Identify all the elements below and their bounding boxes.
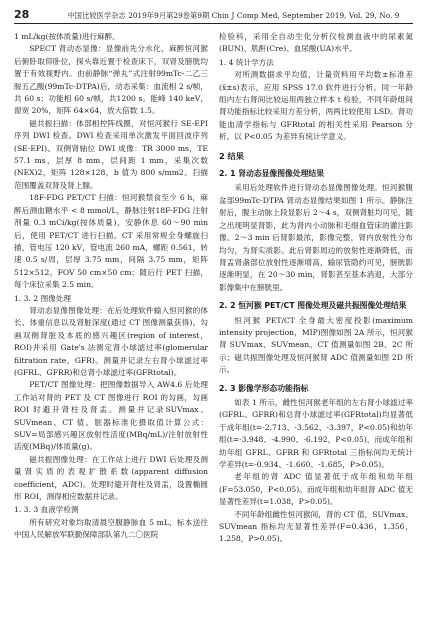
- paragraph: 采用后处理软件进行肾动态显像图像处理。恒河猴腹盆部99mTc-DTPA 肾动态显像结果如图 1 所示。静脉注射后，腹主动脉上段显影后 2～4 s，双侧肾脏均可见，随之出现明显肾影，此为肾内小动脉和毛细血管床的灌注影像。2～3 min 后肾影最浓，影像完整，肾内放射性分布均匀，为肾实质影。此后肾影周边的放射性逐渐降低，而肾盂肾盏部位放射性逐渐增高，输尿管隐约可见，膀胱影逐渐明显，在 20～30 min，肾影甚至基本消退，大部分影像集中在膀胱里。: [219, 183, 413, 292]
- page-header: [14, 8, 413, 24]
- paragraph: SPECT 肾动态显像：显像前先分水化，麻醉恒河猴后俯卧取仰卧位，探头靠近置于检查床下，双肾及膀胱均置于有效视野内。由前静脉“弹丸”式注射99mTc-二乙三胺五乙酸(99mTc-DTPA)后，动态采集：血流相 2 s/帧，共 60 s；功能相 60 s/帧，共1200 s。能峰 140 keV，窗宽 20%，矩阵 64×64，放大倍数 1.5。: [14, 44, 208, 116]
- paragraph: 1 mL/kg(按体质量)进行麻醉。: [14, 32, 120, 41]
- subsection-heading: 2. 3 影像学形态功能指标: [219, 383, 309, 393]
- paragraph: 老年组的肾 ADC 值显著低于成年组和幼年组(F=53.050，P<0.05)。而成年组和幼年组肾 ADC 值无显著性差异(t=1.038，P>0.05)。: [219, 472, 413, 507]
- subsubsection-heading: 1. 3. 3 血液学检测: [14, 505, 79, 515]
- paragraph: PET/CT 图像处理：把图像数据导入 AW4.6 后处理工作站对肾的 PET 及 CT 图像进行 ROI 的勾画，勾画 ROI 时避开肾柱及肾盂。测量并记录SUVmax、SUVmean、CT 值。脏器标准化摄取值计算公式：SUV=局部感兴趣区放射性活度(MBq/mL)/注射放射性活度(MBq)/体质量(g)。: [14, 380, 208, 452]
- right-column: [219, 31, 413, 546]
- paragraph: 肾动态显像图像处理：在后处理软件输入恒河猴的体长、体重信息以及肾脏深度(通过 CT 图像测量获得)，勾画双侧肾脏及本底的感兴趣区(region of interest，ROI)并采用 Gate's 法测定肾小球滤过率(glomerular filtration rate，GFR)。测量并记录左右肾小球滤过率(GFRL、GFRR)和总肾小球滤过率(GFRtotal)。: [14, 305, 208, 377]
- left-column: [14, 31, 208, 542]
- page-number: 28: [14, 8, 30, 21]
- paragraph: 所有研究对象均取清晨空腹静脉血 5 mL，标本送往中国人民解放军联勤保障部队第九二〇医院: [14, 517, 208, 540]
- paragraph: 如表 1 所示，雌性恒河猴老年组的左右肾小球滤过率(GFRL、GFRR)和总肾小球滤过率(GFRtotal)均显著低于成年组(t=-2.713、-3.562、-3.397，P<0.05)和幼年组(t=-3.948、-4.990、-6.192，P<0.05)，而成年组和幼年组 GFRL、GFRR 和 GFRtotal 三指标间均无统计学差异(t=-0.934、-1.660、-1.685，P>0.05)。: [219, 397, 413, 469]
- paragraph: 磁共振图像处理：在工作站上进行 DWI 后处理及测量肾实质的表观扩散系数(apparent diffusion coefficient，ADC)。处理时避开肾柱及肾盂，设置椭圆形 ROI，测得相应数据并记录。: [14, 454, 208, 502]
- subsubsection-heading: 1. 3. 2 图像处理: [14, 293, 71, 303]
- paragraph: 对所测数据求平均值，计量资料用平均数±标准差(x̄±s)表示，应用 SPSS 17.0 软件进行分析。同一年龄组内左右肾间比较运用两独立样本 t 检验，不同年龄组间肾功能指标比较采用方差分析，两两比较使用 LSD。肾功能血清学指标与 GFRtotal 的相关性采用 Pearson 分析。以 P<0.05 为差异有统计学意义。: [219, 70, 413, 142]
- section-heading: 2 结果: [219, 150, 244, 161]
- paragraph: 磁共振扫描：体部相控阵线圈，对恒河猴行 SE-EPI 序列 DWI 检查。DWI 检查采用单次激发平面回波序列(SE-EPI)。双侧肾轴位 DWI 成像：TR 3000 ms，TE 57.1 ms，层厚 8 mm，层间距 1 mm，采集次数(NEX)2，矩阵 128×128，b 值为 800 s/mm2。扫描范围覆盖双肾及肾上腺。: [14, 118, 208, 190]
- running-head: 中国比较医学杂志 2019年9月第29卷第9期 Chin J Comp Med, September 2019, Vol. 29, No. 9: [67, 11, 400, 20]
- paragraph: 恒河猴 PET/CT 全身最大密度投影(maximum intensity projection，MIP)图像如图 2A 所示，恒河猴肾 SUVmax、SUVmean、CT 值测量如图 2B、2C 所示；磁共振图像处理及恒河猴肾 ADC 值测量如图 2D 所示。: [219, 315, 413, 375]
- subsection-heading: 2. 2 恒河猴 PET/CT 图像处理及磁共振图像处理结果: [219, 301, 407, 311]
- paragraph: 不同年龄组雌性恒河猴间，肾的 CT 值，SUVmax、SUVmean 指标均无显著性差异(F=0.436，1.356，1.258，P>0.05)。: [219, 509, 413, 544]
- subsubsection-heading: 1. 4 统计学方法: [219, 57, 274, 67]
- paragraph: 18F-FDG PET/CT 扫描：恒河猴禁食至少 6 h，麻醉后测血糖水平 < 8 mmol/L，静脉注射18F-FDG 注射剂量 0.3 mCi/kg(按体质量)，安静休息 60～90 min后，使用 PET/CT 进行扫描。CT 采用常规全身螺旋扫描，管电压 120 kV，管电流 260 mA，螺距 0.561，转速 0.5 s/周，层厚 3.75 mm，间隔 3.75 mm，矩阵 512×512，FOV 50 cm×50 cm；随后行 PET 扫描，每个床位采集 2.5 min。: [14, 193, 208, 290]
- paragraph: 检验科，采用全自动生化分析仪检测血液中的尿素氮(BUN)、肌酐(Cre)、血尿酸(UA)水平。: [219, 32, 413, 54]
- subsection-heading: 2. 1 肾动态显像图像处理结果: [219, 169, 325, 179]
